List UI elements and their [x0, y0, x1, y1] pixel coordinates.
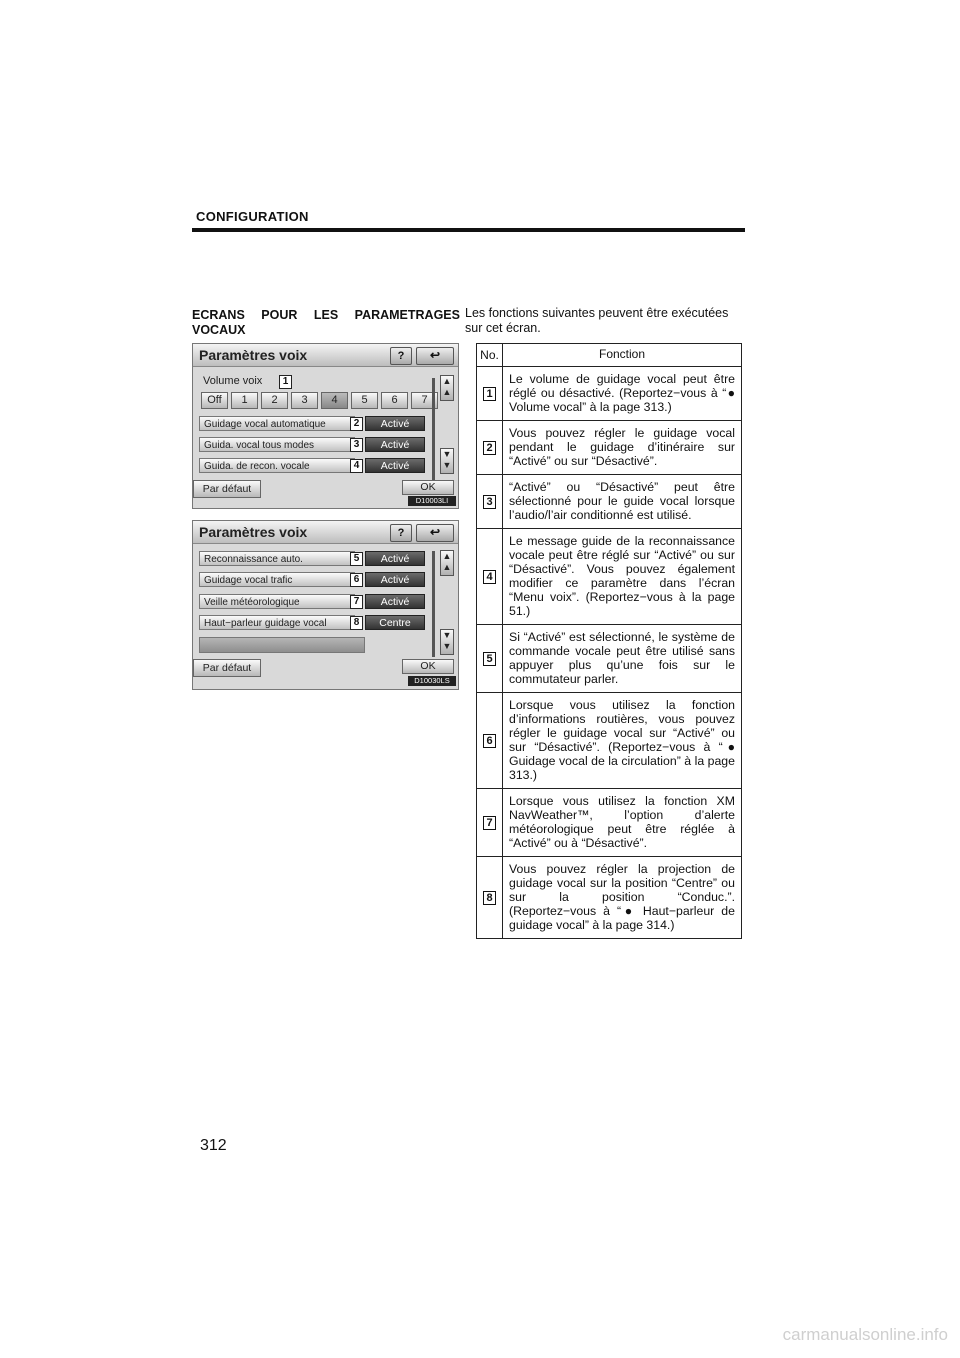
help-button[interactable]: ? [390, 347, 412, 365]
table-header-row [477, 344, 742, 367]
voice-settings-screen-1 [192, 343, 459, 509]
volume-7-button[interactable]: 7 [411, 392, 438, 409]
scrollbar-track[interactable] [432, 551, 435, 657]
option-voice-guidance-speaker[interactable]: Haut−parleur guidage vocal [199, 615, 355, 630]
image-code: D10003LI [408, 496, 456, 506]
row-description: “Activé” ou “Désactivé” peut être sélectionné pour le guide vocal lorsque l’audio/l’air conditionné est utilisé. [503, 475, 742, 529]
option-voice-guidance-all-modes[interactable]: Guida. vocal tous modes [199, 437, 355, 452]
table-row [477, 475, 742, 529]
volume-2-button[interactable]: 2 [261, 392, 288, 409]
intro-text: Les fonctions suivantes peuvent être exécutées sur cet écran. [465, 306, 729, 335]
screen-titlebar [193, 521, 458, 544]
value-traffic-voice-guidance[interactable]: Activé [365, 572, 425, 587]
default-button[interactable]: Par défaut [193, 480, 261, 498]
volume-off-button[interactable]: Off [201, 392, 228, 409]
volume-5-button[interactable]: 5 [351, 392, 378, 409]
table-row [477, 789, 742, 857]
screen-title: Paramètres voix [199, 347, 308, 363]
header-rule [192, 228, 745, 232]
row-number: 5 [483, 652, 496, 666]
callout-1: 1 [279, 375, 292, 389]
callout-5: 5 [350, 552, 363, 566]
volume-3-button[interactable]: 3 [291, 392, 318, 409]
help-button[interactable]: ? [390, 524, 412, 542]
row-description: Le message guide de la reconnaissance vocale peut être réglé sur “Activé” ou sur “Désactivé”. Vous pouvez également modifier ce paramètre dans l’écran “Menu voix”. (Reportez−vous à la page 51.) [503, 529, 742, 625]
volume-6-button[interactable]: 6 [381, 392, 408, 409]
table-row [477, 529, 742, 625]
back-button[interactable]: ↩ [416, 524, 454, 542]
row-description: Le volume de guidage vocal peut être réglé ou désactivé. (Reportez−vous à “● Volume vocal” à la page 313.) [503, 367, 742, 421]
value-voice-guidance-speaker[interactable]: Centre [365, 615, 425, 630]
scroll-down-button[interactable]: ▼ ▼ [440, 629, 454, 655]
row-number: 4 [483, 570, 496, 584]
callout-4: 4 [350, 459, 363, 473]
empty-option-row [199, 637, 365, 653]
default-button[interactable]: Par défaut [193, 659, 261, 677]
row-description: Si “Activé” est sélectionné, le système de commande vocale peut être utilisé sans appuyer plus qu’une fois sur le commutateur parler. [503, 625, 742, 693]
option-voice-recognition-guidance[interactable]: Guida. de recon. vocale [199, 458, 355, 473]
scroll-down-button[interactable]: ▼ ▼ [440, 448, 454, 474]
row-number: 7 [483, 816, 496, 830]
volume-selector [201, 392, 438, 409]
callout-6: 6 [350, 573, 363, 587]
value-weather-watch[interactable]: Activé [365, 594, 425, 609]
row-description: Lorsque vous utilisez la fonction d’informations routières, vous pouvez régler le guidage vocal sur “Activé” ou sur “Désactivé”. (Reportez−vous à “● Guidage vocal de la circulation” à la page 313.) [503, 693, 742, 789]
row-number: 6 [483, 734, 496, 748]
image-code: D10030LS [408, 676, 456, 686]
screen-title: Paramètres voix [199, 524, 308, 540]
value-auto-recognition[interactable]: Activé [365, 551, 425, 566]
volume-label: Volume voix [203, 375, 263, 387]
callout-8: 8 [350, 616, 363, 630]
table-row [477, 693, 742, 789]
table-row [477, 421, 742, 475]
header-no: No. [477, 344, 503, 367]
table-row [477, 367, 742, 421]
watermark: carmanualsonline.info [782, 1325, 948, 1344]
table-row [477, 857, 742, 939]
page-number: 312 [200, 1137, 227, 1154]
section-title: ECRANS POUR LES PARAMETRAGES VOCAUX [192, 308, 460, 337]
callout-7: 7 [350, 595, 363, 609]
back-button[interactable]: ↩ [416, 347, 454, 365]
option-weather-watch[interactable]: Veille météorologique [199, 594, 355, 609]
row-number: 2 [483, 441, 496, 455]
row-description: Vous pouvez régler la projection de guidage vocal sur la position “Centre” ou sur la position “Conduc.”. (Reportez−vous à “● Haut−parleur de guidage vocal” à la page 314.) [503, 857, 742, 939]
option-auto-recognition[interactable]: Reconnaissance auto. [199, 551, 355, 566]
row-description: Vous pouvez régler le guidage vocal pendant le guidage d’itinéraire sur “Activé” ou sur “Désactivé”. [503, 421, 742, 475]
callout-3: 3 [350, 438, 363, 452]
volume-4-button[interactable]: 4 [321, 392, 348, 409]
row-number: 3 [483, 495, 496, 509]
value-auto-voice-guidance[interactable]: Activé [365, 416, 425, 431]
table-row [477, 625, 742, 693]
screen-titlebar [193, 344, 458, 367]
row-number: 8 [483, 891, 496, 905]
function-table [476, 343, 742, 939]
row-number: 1 [483, 387, 496, 401]
scroll-up-button[interactable]: ▲ ▲ [440, 550, 454, 576]
value-voice-guidance-all-modes[interactable]: Activé [365, 437, 425, 452]
volume-1-button[interactable]: 1 [231, 392, 258, 409]
ok-button[interactable]: OK [402, 480, 454, 495]
scroll-up-button[interactable]: ▲ ▲ [440, 375, 454, 401]
section-header: CONFIGURATION [196, 209, 309, 224]
row-description: Lorsque vous utilisez la fonction XM NavWeather™, l’option d’alerte météorologique peut être réglée à “Activé” ou à “Désactivé”. [503, 789, 742, 857]
callout-2: 2 [350, 417, 363, 431]
option-traffic-voice-guidance[interactable]: Guidage vocal trafic [199, 572, 355, 587]
scrollbar-track[interactable] [432, 378, 435, 492]
ok-button[interactable]: OK [402, 659, 454, 674]
voice-settings-screen-2 [192, 520, 459, 690]
option-auto-voice-guidance[interactable]: Guidage vocal automatique [199, 416, 355, 431]
value-voice-recognition-guidance[interactable]: Activé [365, 458, 425, 473]
header-function: Fonction [503, 344, 742, 367]
